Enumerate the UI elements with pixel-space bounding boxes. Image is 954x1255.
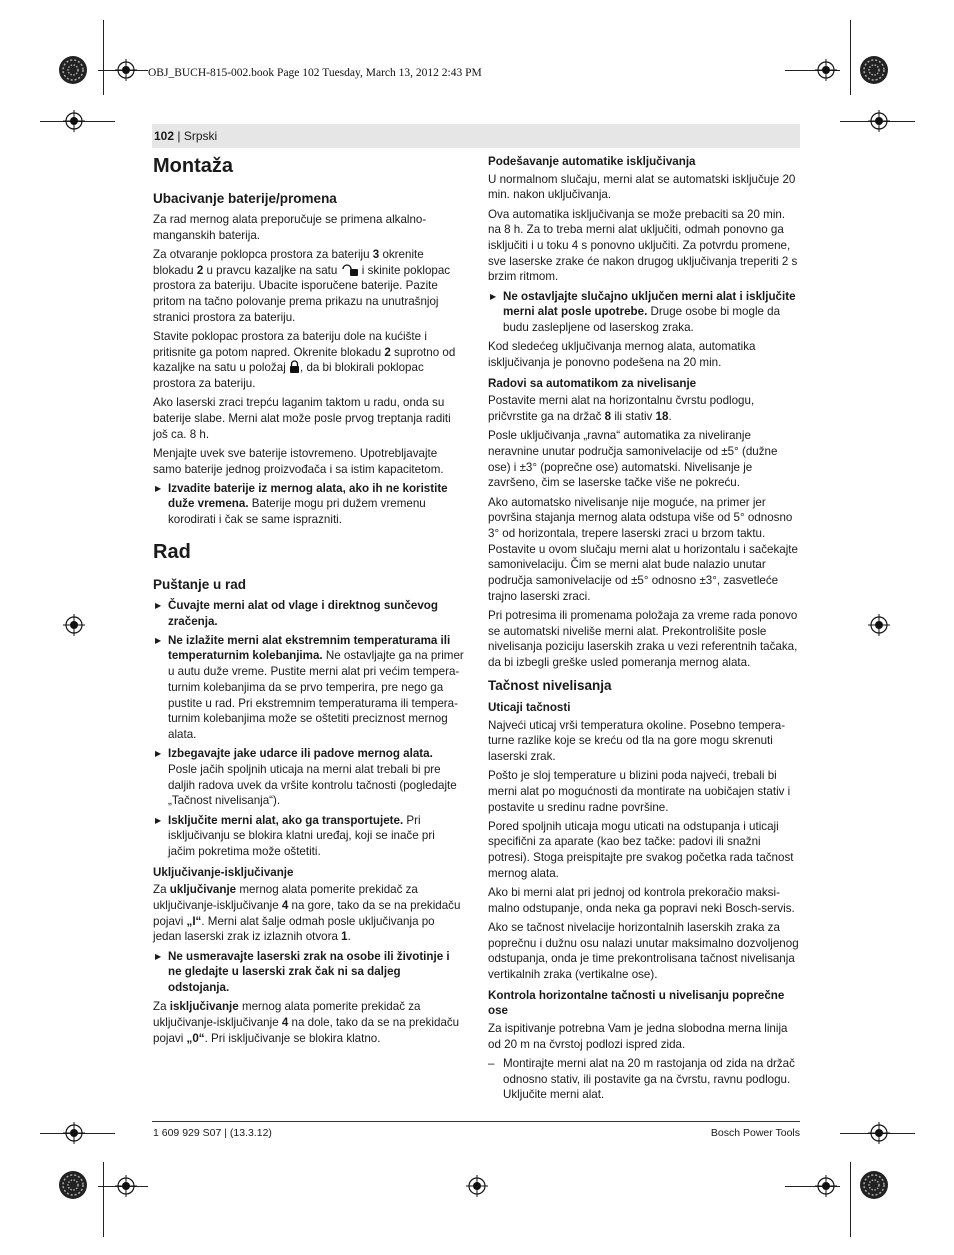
subheading-battery: Ubacivanje baterije/promena bbox=[153, 191, 337, 206]
registration-mark-icon bbox=[868, 614, 890, 636]
paragraph: Kod sledećeg uključivanja mernog alata, automatika isključivanja je ponovno podešena na 20 min. bbox=[488, 340, 756, 369]
paragraph: Menjajte uvek sve baterije istovremeno. Upotrebljavajte samo baterije jednog proizvođača i sa istim kapacitetom. bbox=[153, 446, 444, 476]
registration-mark-icon bbox=[63, 1122, 85, 1144]
header-language: Srpski bbox=[183, 129, 218, 143]
paragraph: Za uključivanje mernog alata pomerite prekidač za uključivanje-isključivanje 4 na gore, tako da se na prekidaču pojavi „I“. Merni alat šalje odmah posle uključivanja po jedan laserski zrak iz izlaznih otvora 1. bbox=[153, 883, 461, 944]
bullet-item: ▶ Izvadite baterije iz mernog alata, ako ih ne koristite duže vremena. Baterije mogu pri dužem vremenu korodirati i čak se same isprazniti. bbox=[153, 481, 464, 528]
bullet-item: ▶ Izbegavajte jake udarce ili padove mernog alata. Posle jačih spoljnih uticaja na merni alat trebali bi pre daljih radova uvek da vršite kontrolu tačnosti (pogledajte „Tačnost nivelisanja“). bbox=[153, 746, 464, 809]
crop-line bbox=[103, 1162, 104, 1237]
bullet-item: ▶ Čuvajte merni alat od vlage i direktnog sunčevog zračenja. bbox=[153, 598, 464, 629]
footer-brand: Bosch Power Tools bbox=[710, 1127, 800, 1139]
paragraph: Najveći uticaj vrši temperatura okoline. Posebno temperaturne razlike koje se kreću od tla na gore mogu skrenuti laserski zrak. bbox=[488, 718, 786, 763]
page-header-text bbox=[154, 129, 217, 143]
bullet-item: ▶ Ne usmeravajte laserski zrak na osobe ili životinje i ne gledajte u laserski zrak čak ni sa daljeg odstojanja. bbox=[153, 949, 464, 996]
registration-mark-icon bbox=[63, 110, 85, 132]
header-separator: | bbox=[174, 129, 184, 143]
registration-mark-icon bbox=[868, 110, 890, 132]
subheading-accuracy: Tačnost nivelisanja bbox=[488, 677, 612, 693]
dash-item: – Montirajte merni alat na 20 m rastojanja od zida na držač odnosno stativ, ili postavite ga na čvrstu, ravnu podlogu. Uključite merni alat. bbox=[488, 1056, 800, 1103]
paragraph: Ako laserski zraci trepću laganim taktom u radu, onda su baterije slabe. Merni alat može posle prvog treptanja raditi još ca. 8 h. bbox=[153, 396, 451, 441]
rosette-icon bbox=[859, 55, 889, 85]
footer-rule bbox=[152, 1121, 800, 1122]
paragraph: Pri potresima ili promenama položaja za vreme rada ponovo se automatski niveliše merni alat. Prekontrolišite posle nivelisanja poziciju laserskih zraka u vezi referentnih tačaka, da bi izbegli greške usled pomeranja mernog alata. bbox=[488, 608, 798, 670]
registration-mark-icon bbox=[115, 59, 137, 81]
paragraph: Postavite merni alat na horizontalnu čvrstu podlogu, pričvrstite ga na držač 8 ili stativ 18. bbox=[488, 394, 755, 424]
unlock-icon bbox=[341, 263, 359, 276]
paragraph: Ako automatsko nivelisanje nije moguće, na primer jer površina stajanja mernog alata odstupa više od 5° odnosno 3° od horizontala, trepere laserski zraci u brzom taktu. Postavite u ovom slučaju merni alat u horizontalu i sačekajte samonivelaciju. Čim se merni alat bude nalazio unutar područja samonivelacije od ±5° odnosno ±3°, zasvetleće trajno laserski zraci. bbox=[488, 495, 798, 603]
paragraph: Za rad mernog alata preporučuje se primena alkalno-manganskih baterija. bbox=[153, 213, 427, 242]
bullet-item: ▶ Ne izlažite merni alat ekstremnim temperaturama ili temperaturnim kolebanjima. Ne ostavljajte ga na primer u autu duže vreme. Pustite merni alat pri većim temperaturnim kolebanjima da se prvo temperira, pre nego ga pustite u rad. Pri ekstremnim temperaturama ili temperaturnim kolebanjima može se oštetiti preciznost mernog alata. bbox=[153, 633, 464, 743]
footer-doc-number: 1 609 929 S07 | (13.3.12) bbox=[153, 1127, 272, 1139]
rosette-icon bbox=[859, 1170, 889, 1200]
registration-mark-icon bbox=[868, 1122, 890, 1144]
page-header bbox=[152, 124, 800, 148]
paragraph: Pored spoljnih uticaja mogu uticati na odstupanja i uticaji specifični za aparate (kao bez tačke: padovi ili snažni potresi). Stoga preispitajte pre svakog početka rada tačnost mernog alata. bbox=[488, 819, 794, 880]
subheading-control: Kontrola horizontalne tačnosti u nivelisanju poprečne ose bbox=[488, 988, 785, 1018]
registration-mark-icon bbox=[466, 1175, 488, 1197]
section-title-montaza: Montaža bbox=[153, 155, 233, 177]
rosette-icon bbox=[58, 1170, 88, 1200]
crop-line bbox=[850, 20, 851, 95]
bullet-item: ▶ Ne ostavljajte slučajno uključen merni alat i isključite merni alat posle upotrebe. Druge osobe bi mogle da budu zaslepljene od laserskog zraka. bbox=[488, 289, 800, 336]
subheading-auto-off: Podešavanje automatike isključivanja bbox=[488, 155, 696, 168]
subheading-start: Puštanje u rad bbox=[153, 576, 247, 592]
rosette-icon bbox=[58, 55, 88, 85]
bullet-item: ▶ Isključite merni alat, ako ga transportujete. Pri isključivanju se blokira klatni uređaj, koji se inače pri jačim pokretima može oštetiti. bbox=[153, 813, 464, 860]
paragraph: Stavite poklopac prostora za bateriju dole na kućište i pritisnite ga potom napred. Okrenite blokadu 2 suprotno od kazaljke na satu u položaj , da bi blokirali poklopac prostora za bateriju. bbox=[153, 329, 456, 391]
subheading-influences: Uticaji tačnosti bbox=[488, 700, 571, 714]
registration-mark-icon bbox=[63, 614, 85, 636]
paragraph: U normalnom slučaju, merni alat se automatski isključuje 20 min. nakon uključivanja. bbox=[488, 172, 796, 202]
paragraph: Pošto je sloj temperature u blizini poda najveći, trebali bi merni alat po mogućnosti da montirate na uobičajen stativ i postavite u sredinu radne površine. bbox=[488, 769, 791, 814]
left-column bbox=[153, 150, 464, 1050]
registration-mark-icon bbox=[815, 59, 837, 81]
paragraph: Ako se tačnost nivelacije horizontalnih laserskih zraka za poprečnu i dužnu osu nalazi unutar maksimalno dozvoljenog odstupanja, onda je time prekontrolisana tačnost nivelisanja vertikalnih zraka (vertikalne ose). bbox=[488, 920, 799, 982]
page-number: 102 bbox=[154, 129, 175, 143]
registration-mark-icon bbox=[115, 1175, 137, 1197]
paragraph: Posle uključivanja „ravna“ automatika za niveliranje neravnine unutar područja samonivelacije od ±5° (dužne ose) i ±3° (poprečne ose) automatski. Nivelisanje je završeno, čim se laserske tačke više ne pokreću. bbox=[488, 429, 778, 490]
right-column bbox=[488, 150, 800, 1107]
section-title-rad: Rad bbox=[153, 540, 191, 563]
subheading-onoff: Uključivanje-isključivanje bbox=[153, 865, 294, 879]
paragraph: Za ispitivanje potrebna Vam je jedna slobodna merna linija od 20 m na čvrstoj podlozi ispred zida. bbox=[488, 1022, 788, 1051]
paragraph: Za otvaranje poklopca prostora za bateriju 3 okrenite blokadu 2 u pravcu kazaljke na satu i skinite poklopac prostora za bateriju. Ubacite isporučene baterije. Pazite pritom na tačno polovanje prema prikazu na unutrašnjoj stranici prostora za bateriju. bbox=[153, 247, 451, 324]
paragraph: Za isključivanje mernog alata pomerite prekidač za uključivanje-isključivanje 4 na dole, tako da se na prekidaču pojavi „0“. Pri isključivanje se blokira klatno. bbox=[153, 1000, 460, 1045]
registration-mark-icon bbox=[815, 1175, 837, 1197]
book-info: OBJ_BUCH-815-002.book Page 102 Tuesday, March 13, 2012 2:43 PM bbox=[148, 67, 482, 79]
subheading-leveling: Radovi sa automatikom za nivelisanje bbox=[488, 376, 697, 390]
lock-icon bbox=[289, 360, 300, 373]
crop-line bbox=[850, 1162, 851, 1237]
paragraph: Ova automatika isključivanja se može prebaciti sa 20 min. na 8 h. Za to treba merni alat uključiti, odmah ponovno ga isključiti i u toku 4 s ponovno uključiti. Za potvrdu promene, sve laserske zrake će nakon drugog uključivanja treperiti 2 s brzim ritmom. bbox=[488, 207, 798, 284]
crop-line bbox=[103, 20, 104, 95]
paragraph: Ako bi merni alat pri jednoj od kontrola prekoračio maksimalno odstupanje, onda neka ga popravi neki Bosch-servis. bbox=[488, 886, 795, 915]
